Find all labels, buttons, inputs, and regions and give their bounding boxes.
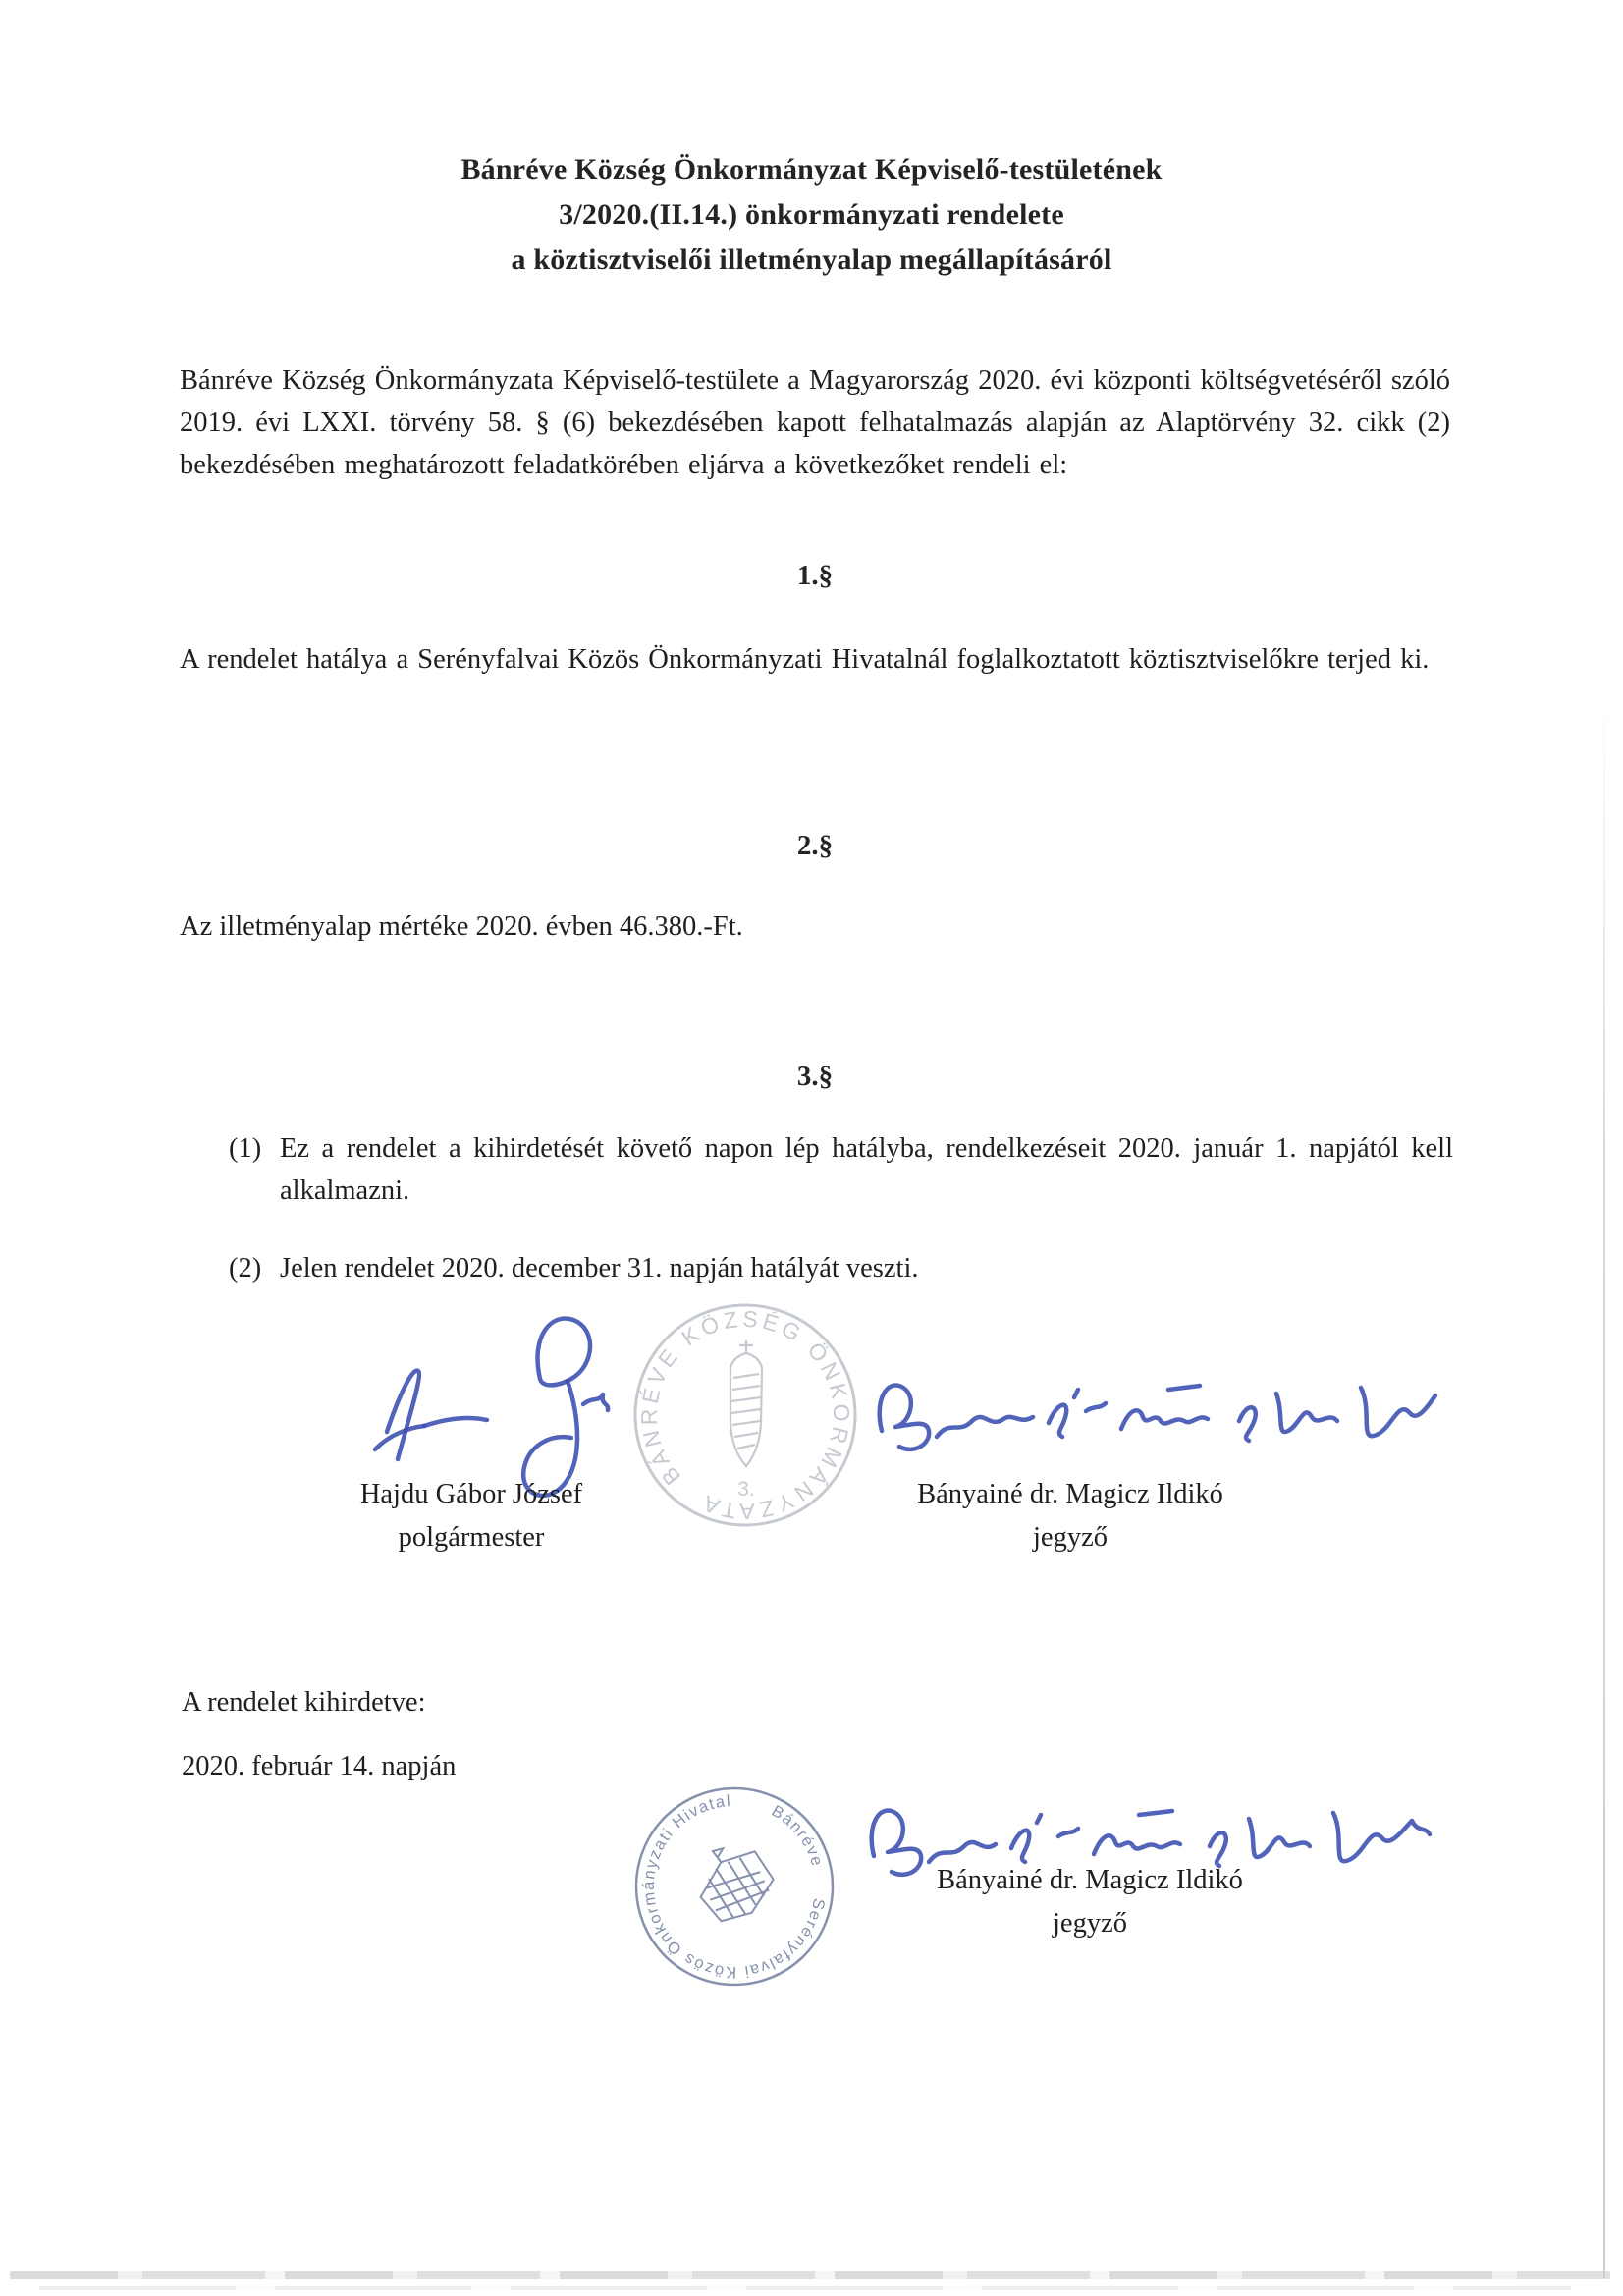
promulgation-notary-name: Bányainé dr. Magicz Ildikó xyxy=(937,1865,1243,1895)
promulgation-notary-title: jegyző xyxy=(1053,1908,1127,1939)
item-1-text: Ez a rendelet a kihirdetését követő napon lép hatályba, rendelkezéseit 2020. január 1. napjától kell alkalmazni. xyxy=(280,1133,1453,1206)
intro-paragraph: Bánréve Község Önkormányzata Képviselő-testülete a Magyarország 2020. évi központi költségvetéséről szóló 2019. évi LXXI. törvény 58. § (6) bekezdésében kapott felhatalmazás alapján az Alaptörvény 32. cikk (2) bekezdésében meghatározott feladatkörében eljárva a következőket rendeli el: xyxy=(180,365,1450,480)
notary-title: jegyző xyxy=(1033,1522,1108,1553)
scan-bottom-artifact-2 xyxy=(39,2286,1571,2290)
office-stamp-side-text: Bánréve xyxy=(768,1802,827,1870)
municipality-stamp-ring-text: BÁNRÉVE KÖZSÉG ÖNKORMÁNYZATA xyxy=(635,1305,855,1525)
notary-name-block xyxy=(825,1473,1316,1559)
promulgation-label: A rendelet kihirdetve: xyxy=(182,1687,426,1718)
decree-title-line-2: 3/2020.(II.14.) önkormányzati rendelete xyxy=(559,198,1064,231)
item-2-number: (2) xyxy=(229,1253,262,1284)
notary-signature-handwriting xyxy=(854,1360,1443,1468)
promulgation-date: 2020. február 14. napján xyxy=(182,1751,457,1781)
office-stamp-ring-text: Serényfalvai Közös Önkormányzati Hivatal xyxy=(639,1791,829,1982)
section-1-body: A rendelet hatálya a Serényfalvai Közös Önkormányzati Hivatalnál foglalkoztatott köztisztviselőkre terjed ki. xyxy=(180,644,1430,675)
item-1-number: (1) xyxy=(229,1133,262,1164)
section-2-body: Az illetményalap mértéke 2020. évben 46.380.-Ft. xyxy=(180,911,743,942)
item-2-text: Jelen rendelet 2020. december 31. napján hatályát veszti. xyxy=(280,1253,919,1284)
decree-title-line-1: Bánréve Község Önkormányzat Képviselő-testületének xyxy=(460,153,1163,186)
mayor-name: Hajdu Gábor József xyxy=(359,1479,583,1509)
mayor-name-block xyxy=(275,1473,668,1559)
notary-name: Bányainé dr. Magicz Ildikó xyxy=(917,1479,1223,1509)
section-1-heading: 1.§ xyxy=(796,560,834,591)
office-stamp-icon xyxy=(581,1733,888,2040)
municipality-stamp-number: 3. xyxy=(737,1478,755,1501)
promulgation-notary-name-block xyxy=(844,1859,1335,1945)
scan-bottom-artifact xyxy=(10,2271,1610,2279)
mayor-title: polgármester xyxy=(398,1522,545,1553)
building-sketch-icon xyxy=(683,1831,784,1932)
coat-of-arms-icon xyxy=(730,1340,762,1466)
section-3-heading: 3.§ xyxy=(796,1061,834,1092)
decree-title xyxy=(0,147,1623,283)
decree-title-line-3: a köztisztviselői illetményalap megállapításáról xyxy=(511,244,1112,276)
section-2-heading: 2.§ xyxy=(796,830,834,861)
scan-edge-line xyxy=(1603,687,1605,2278)
section-3-item-1 xyxy=(229,1127,1453,1212)
